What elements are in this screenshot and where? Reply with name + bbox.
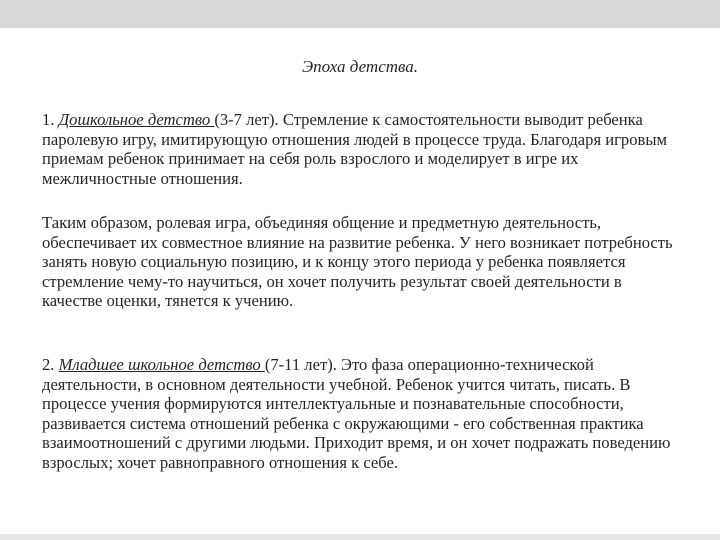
section-school-paragraph: [42, 355, 682, 472]
section-number: 2.: [42, 355, 59, 374]
section-preschool-paragraph: [42, 110, 682, 188]
section-heading: Дошкольное детство: [58, 110, 215, 129]
slide-top-band: [0, 0, 720, 28]
section-text: (3-7 лет). Стремление к самостоятельности выводит ребенка паролевую игру, имитирующую отношения людей в процессе труда. Благодаря игровым приемам ребенок принимает на себя роль взрослого и моделирует в игре их межличностные отношения.: [42, 110, 667, 188]
role-play-paragraph: Таким образом, ролевая игра, объединяя общение и предметную деятельность, обеспечивает их совместное влияние на развитие ребенка. У него возникает потребность занять новую социальную позицию, и к концу этого периода у ребенка появляется стремление чему-то научиться, он хочет получить результат своей деятельности в качестве оценки, тянется к учению.: [42, 213, 673, 310]
section-number: 1.: [42, 110, 59, 129]
section-heading: Младшее школьное детство: [58, 355, 265, 374]
slide-title: Эпоха детства.: [301, 57, 419, 76]
slide-bottom-band: [0, 534, 720, 540]
section-text: (7-11 лет). Это фаза операционно-технической деятельности, в основном деятельности учебной. Ребенок учится читать, писать. В процессе учения формируются интеллектуальные и познавательные способности, развивается система отношений ребенка с окружающими - его собственная практика взаимоотношений с другими людьми. Приходит время, и он хочет подражать поведению взрослых; хочет равноправного отношения к себе.: [42, 355, 671, 472]
